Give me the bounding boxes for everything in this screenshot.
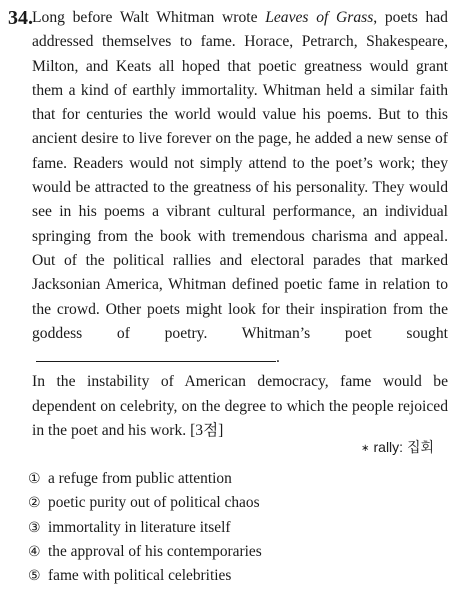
points-label: [3점] (190, 422, 224, 440)
passage-body: , poets had addressed themselves to fame. Horace, Petrarch, Shakespeare, Milton, and Keats all hoped that poetic greatness would grant them a kind of earthly immortality. Whitman held a similar faith that for centuries the world would value his poems. But to this ancient desire to live forever on the page, he added a new sense of fame. Readers would not simply attend to the poet’s work; they would be attracted to the greatness of his personality. They would see in his poems a vibrant cultural performance, an individual springing from the book with tremendous charisma and appeal. Out of the political rallies and electoral parades that marked Jacksonian America, Whitman defined poetic fame in relation to the crowd. Other poets might look for their inspiration from the goddess of poetry. Whitman’s poet sought (32, 9, 448, 342)
option-2-marker: ② (28, 495, 41, 512)
option-3-text: immortality in literature itself (48, 518, 231, 536)
option-3-marker: ③ (28, 519, 41, 536)
asterisk-icon: ∗ (361, 442, 370, 454)
option-4-marker: ④ (28, 543, 41, 560)
passage-intro: Long before Walt Whitman wrote (32, 9, 266, 26)
blank-period: . (276, 349, 280, 367)
option-4-text: the approval of his contemporaries (48, 542, 262, 560)
answer-blank (36, 347, 276, 362)
question-number: 34. (8, 7, 33, 29)
option-5-marker: ⑤ (28, 568, 41, 585)
question-34 (8, 6, 448, 443)
passage (32, 6, 448, 443)
option-1[interactable] (28, 467, 262, 491)
option-5[interactable] (28, 564, 262, 588)
passage-after-blank: In the instability of American democracy, fame would be dependent on celebrity, on the degree to which the people rejoiced in the poet and his work. (32, 373, 448, 440)
option-4[interactable] (28, 540, 262, 564)
option-1-marker: ① (28, 471, 41, 487)
answer-options (28, 467, 262, 588)
option-2-text: poetic purity out of political chaos (48, 494, 260, 512)
option-2[interactable] (28, 491, 262, 515)
footnote-text: rally: 집회 (373, 439, 434, 455)
book-title: Leaves of Grass (265, 9, 374, 26)
option-1-text: a refuge from public attention (48, 470, 232, 487)
option-5-text: fame with political celebrities (48, 567, 232, 585)
option-3[interactable] (28, 516, 262, 540)
footnote (361, 437, 434, 457)
